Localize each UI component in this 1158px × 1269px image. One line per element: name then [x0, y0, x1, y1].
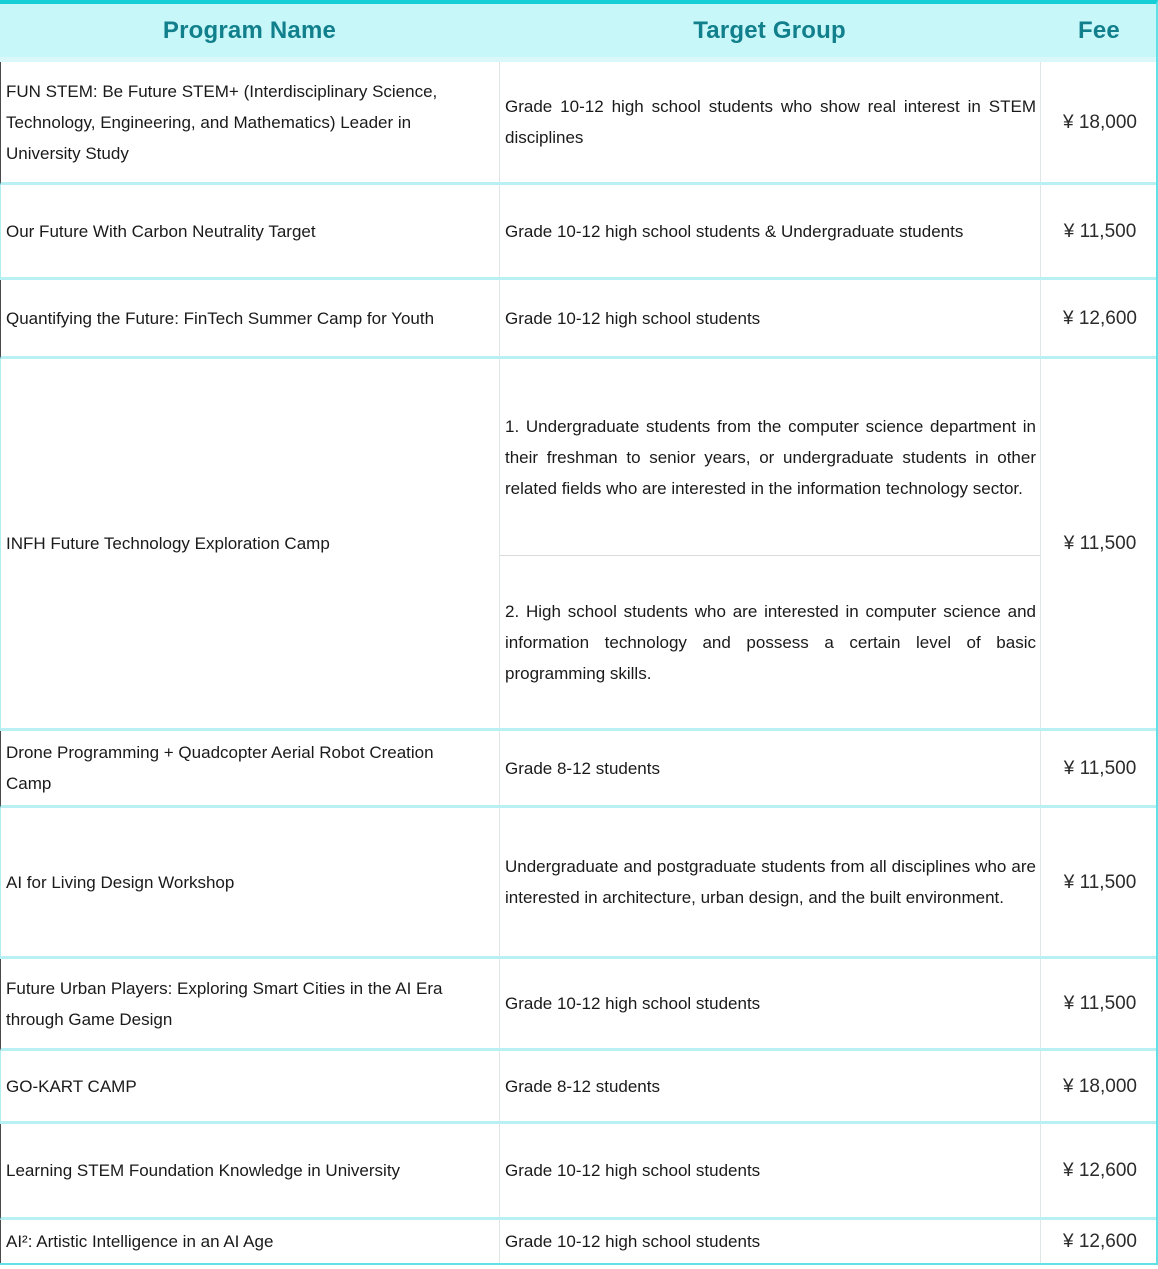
fee-cell: ¥ 11,500	[1063, 757, 1137, 779]
table-row	[0, 185, 1156, 280]
program-name-cell: GO-KART CAMP	[1, 1051, 500, 1121]
fee-cell: ¥ 11,500	[1063, 993, 1137, 1014]
program-name-cell: FUN STEM: Be Future STEM+ (Interdisciplinary Science, Technology, Engineering, and Mathematics) Leader in University Study	[1, 62, 500, 182]
target-group-cell	[500, 1124, 1041, 1217]
program-name-cell: Quantifying the Future: FinTech Summer Camp for Youth	[1, 280, 500, 356]
target-group-cell	[500, 62, 1041, 182]
table-row	[0, 62, 1156, 185]
column-header-fee: Fee	[1078, 16, 1120, 44]
target-group-text: Grade 10-12 high school students & Undergraduate students	[505, 221, 964, 241]
target-group-cell	[500, 185, 1041, 277]
target-group-text: Grade 10-12 high school students	[505, 994, 761, 1013]
fee-cell: ¥ 12,600	[1063, 1231, 1137, 1252]
table-row	[0, 1220, 1156, 1263]
program-name-cell: AI for Living Design Workshop	[1, 808, 500, 956]
target-group-text: Grade 10-12 high school students who show real interest in STEM disciplines	[505, 97, 1036, 147]
target-group-text: 1. Undergraduate students from the computer science department in their freshman to senior years, or undergraduate students in other related fields who are interested in the information technology sector.	[505, 416, 1036, 498]
target-group-text: Undergraduate and postgraduate students from all disciplines who are interested in architecture, urban design, and the built environment.	[505, 857, 1036, 907]
column-header-program-name: Program Name	[162, 16, 337, 44]
program-name-cell: Drone Programming + Quadcopter Aerial Robot Creation Camp	[1, 731, 500, 805]
fee-cell: ¥ 12,600	[1063, 1160, 1137, 1181]
fee-cell: ¥ 18,000	[1063, 1075, 1137, 1097]
target-group-text: Grade 10-12 high school students	[505, 308, 761, 328]
table-row	[0, 359, 1156, 731]
table-row	[0, 1051, 1156, 1124]
table-header-row	[0, 4, 1156, 62]
table-row	[0, 1124, 1156, 1220]
target-group-cell	[500, 959, 1041, 1048]
table-row	[0, 959, 1156, 1051]
target-group-cell	[500, 731, 1041, 805]
fee-cell: ¥ 11,500	[1063, 533, 1137, 554]
target-group-text: 2. High school students who are interested in computer science and information technology and possess a certain level of basic programming skills.	[500, 555, 1040, 728]
target-group-text: Grade 10-12 high school students	[505, 1232, 761, 1251]
column-header-target-group: Target Group	[693, 16, 846, 44]
fee-cell: ¥ 12,600	[1063, 307, 1137, 329]
fee-cell: ¥ 18,000	[1063, 111, 1137, 133]
target-group-cell	[500, 1051, 1041, 1121]
target-group-text: Grade 8-12 students	[505, 758, 660, 778]
program-name-cell: Our Future With Carbon Neutrality Target	[1, 185, 500, 277]
target-group-cell	[500, 359, 1041, 728]
target-group-cell	[500, 1220, 1041, 1263]
program-name-cell: Future Urban Players: Exploring Smart Cities in the AI Era through Game Design	[1, 959, 500, 1048]
target-group-text: Grade 10-12 high school students	[505, 1161, 761, 1180]
program-name-cell: AI²: Artistic Intelligence in an AI Age	[1, 1220, 500, 1263]
table-row	[0, 280, 1156, 359]
fee-cell: ¥ 11,500	[1063, 871, 1137, 893]
table-row	[0, 731, 1156, 808]
table-row	[0, 808, 1156, 959]
fee-cell: ¥ 11,500	[1063, 220, 1137, 242]
program-name-cell: Learning STEM Foundation Knowledge in University	[1, 1124, 500, 1217]
target-group-cell	[500, 808, 1041, 956]
program-name-cell: INFH Future Technology Exploration Camp	[1, 359, 500, 728]
target-group-cell	[500, 280, 1041, 356]
target-group-text: Grade 8-12 students	[505, 1076, 660, 1096]
